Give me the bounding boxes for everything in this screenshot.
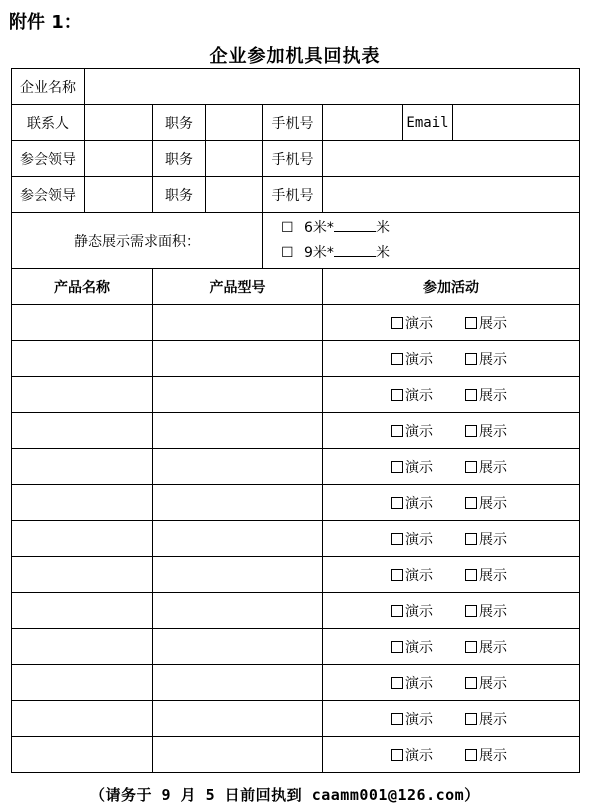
activity-option-display[interactable] [465,745,507,765]
attendee-phone-label: 手机号 [263,177,323,213]
area-options-cell [263,213,580,269]
product-model-cell[interactable] [153,485,323,521]
activity-option-label: 演示 [405,315,433,332]
product-row [12,701,580,737]
checkbox-icon[interactable] [465,533,477,545]
area-label: 静态展示需求面积： [12,213,263,269]
area-size: 6米* [304,219,334,236]
company-name-label: 企业名称 [12,69,85,105]
activity-option-label: 展示 [479,639,507,656]
activity-option-demo[interactable] [391,493,433,513]
product-name-cell[interactable] [12,341,153,377]
product-row [12,665,580,701]
activity-option-demo[interactable] [391,385,433,405]
activity-option-label: 展示 [479,531,507,548]
area-row [12,213,580,269]
checkbox-icon[interactable] [391,641,403,653]
product-model-cell[interactable] [153,449,323,485]
activity-cell [323,449,580,485]
company-name-field[interactable] [85,69,580,105]
activity-cell [323,413,580,449]
product-name-cell[interactable] [12,413,153,449]
checkbox-icon[interactable] [465,497,477,509]
phone-label: 手机号 [263,105,323,141]
area-size: 9米* [304,244,334,261]
activity-option-label: 演示 [405,351,433,368]
area-option-6m[interactable] [281,216,579,241]
product-model-cell[interactable] [153,521,323,557]
checkbox-icon[interactable]: ☐ [281,219,294,236]
activity-cell [323,341,580,377]
activity-option-label: 展示 [479,675,507,692]
activity-option-label: 演示 [405,459,433,476]
activity-option-display[interactable] [465,421,507,441]
product-row [12,557,580,593]
activity-header: 参加活动 [323,269,580,305]
attendee-label: 参会领导 [12,177,85,213]
product-row [12,413,580,449]
activity-option-label: 展示 [479,387,507,404]
product-name-cell[interactable] [12,557,153,593]
activity-option-label: 演示 [405,387,433,404]
checkbox-icon[interactable] [391,497,403,509]
activity-cell [323,629,580,665]
product-row [12,485,580,521]
area-blank[interactable] [334,242,376,257]
activity-cell [323,305,580,341]
activity-option-demo[interactable] [391,529,433,549]
checkbox-icon[interactable] [391,461,403,473]
activity-option-label: 展示 [479,747,507,764]
checkbox-icon[interactable] [391,677,403,689]
activity-cell [323,593,580,629]
product-model-cell[interactable] [153,413,323,449]
activity-option-demo[interactable] [391,673,433,693]
attendee-phone-label: 手机号 [263,141,323,177]
activity-option-display[interactable] [465,709,507,729]
product-model-cell[interactable] [153,665,323,701]
area-unit: 米 [375,219,390,236]
checkbox-icon[interactable] [391,353,403,365]
activity-option-display[interactable] [465,457,507,477]
activity-option-label: 展示 [479,315,507,332]
checkbox-icon[interactable] [391,389,403,401]
activity-option-display[interactable] [465,385,507,405]
activity-option-demo[interactable] [391,709,433,729]
product-row [12,593,580,629]
activity-cell [323,377,580,413]
product-name-cell[interactable] [12,377,153,413]
product-name-cell[interactable] [12,593,153,629]
contact-row [12,105,580,141]
product-model-cell[interactable] [153,341,323,377]
product-name-cell[interactable] [12,737,153,773]
checkbox-icon[interactable] [391,425,403,437]
product-name-cell[interactable] [12,305,153,341]
activity-option-label: 展示 [479,603,507,620]
attendee-row [12,141,580,177]
activity-option-label: 展示 [479,711,507,728]
attendee-phone-field[interactable] [323,177,580,213]
activity-option-display[interactable] [465,673,507,693]
checkbox-icon[interactable] [391,749,403,761]
contact-field[interactable] [85,105,153,141]
attendee-name-field[interactable] [85,177,153,213]
attendee-label: 参会领导 [12,141,85,177]
product-model-cell[interactable] [153,377,323,413]
checkbox-icon[interactable] [465,317,477,329]
activity-option-display[interactable] [465,565,507,585]
area-blank[interactable] [334,217,376,232]
form-title: 企业参加机具回执表 [209,46,381,67]
attendee-name-field[interactable] [85,141,153,177]
activity-option-demo[interactable] [391,637,433,657]
attachment-label: 附件 1： [9,12,82,33]
attendee-position-field[interactable] [206,141,263,177]
receipt-form-table [11,68,580,773]
activity-cell [323,737,580,773]
product-name-cell[interactable] [12,629,153,665]
activity-option-label: 展示 [479,351,507,368]
checkbox-icon[interactable] [391,605,403,617]
checkbox-icon[interactable]: ☐ [281,244,294,261]
product-model-cell[interactable] [153,737,323,773]
product-row [12,449,580,485]
activity-option-display[interactable] [465,637,507,657]
activity-option-label: 演示 [405,675,433,692]
activity-option-demo[interactable] [391,313,433,333]
activity-option-label: 展示 [479,459,507,476]
activity-cell [323,665,580,701]
area-unit: 米 [375,244,390,261]
activity-cell [323,701,580,737]
checkbox-icon[interactable] [391,533,403,545]
checkbox-icon[interactable] [465,425,477,437]
activity-option-demo[interactable] [391,601,433,621]
product-row [12,737,580,773]
checkbox-icon[interactable] [465,641,477,653]
email-field[interactable] [453,105,580,141]
company-row [12,69,580,105]
activity-option-label: 展示 [479,423,507,440]
product-model-cell[interactable] [153,701,323,737]
attendee-position-label: 职务 [153,141,206,177]
product-name-cell[interactable] [12,485,153,521]
product-header-row [12,269,580,305]
checkbox-icon[interactable] [465,389,477,401]
product-row [12,521,580,557]
contact-label: 联系人 [12,105,85,141]
attendee-position-field[interactable] [206,177,263,213]
activity-cell [323,557,580,593]
activity-option-demo[interactable] [391,565,433,585]
activity-option-display[interactable] [465,601,507,621]
activity-option-demo[interactable] [391,745,433,765]
checkbox-icon[interactable] [391,569,403,581]
activity-option-label: 演示 [405,531,433,548]
position-field[interactable] [206,105,263,141]
checkbox-icon[interactable] [391,713,403,725]
activity-option-display[interactable] [465,529,507,549]
product-model-cell[interactable] [153,305,323,341]
activity-option-display[interactable] [465,313,507,333]
checkbox-icon[interactable] [465,461,477,473]
checkbox-icon[interactable] [391,317,403,329]
checkbox-icon[interactable] [465,749,477,761]
activity-option-display[interactable] [465,493,507,513]
product-row [12,377,580,413]
attendee-position-label: 职务 [153,177,206,213]
footer-note: （请务于 9 月 5 日前回执到 caamm001@126.com） [90,786,480,804]
checkbox-icon[interactable] [465,569,477,581]
activity-option-label: 演示 [405,495,433,512]
product-name-cell[interactable] [12,521,153,557]
activity-option-label: 演示 [405,423,433,440]
product-name-cell[interactable] [12,665,153,701]
checkbox-icon[interactable] [465,605,477,617]
email-label: Email [403,105,453,141]
activity-option-demo[interactable] [391,421,433,441]
product-name-cell[interactable] [12,449,153,485]
product-name-header: 产品名称 [12,269,153,305]
product-row [12,341,580,377]
product-model-cell[interactable] [153,593,323,629]
phone-field[interactable] [323,105,403,141]
activity-option-label: 演示 [405,711,433,728]
activity-option-label: 展示 [479,495,507,512]
product-model-cell[interactable] [153,629,323,665]
checkbox-icon[interactable] [465,677,477,689]
activity-option-label: 演示 [405,603,433,620]
product-row [12,629,580,665]
product-name-cell[interactable] [12,701,153,737]
activity-option-display[interactable] [465,349,507,369]
position-label: 职务 [153,105,206,141]
product-model-cell[interactable] [153,557,323,593]
checkbox-icon[interactable] [465,713,477,725]
activity-option-label: 演示 [405,747,433,764]
activity-option-label: 演示 [405,639,433,656]
checkbox-icon[interactable] [465,353,477,365]
attendee-row [12,177,580,213]
product-model-header: 产品型号 [153,269,323,305]
activity-option-demo[interactable] [391,349,433,369]
activity-cell [323,485,580,521]
activity-cell [323,521,580,557]
activity-option-label: 演示 [405,567,433,584]
attendee-phone-field[interactable] [323,141,580,177]
activity-option-demo[interactable] [391,457,433,477]
area-option-9m[interactable] [281,241,579,266]
product-row [12,305,580,341]
activity-option-label: 展示 [479,567,507,584]
